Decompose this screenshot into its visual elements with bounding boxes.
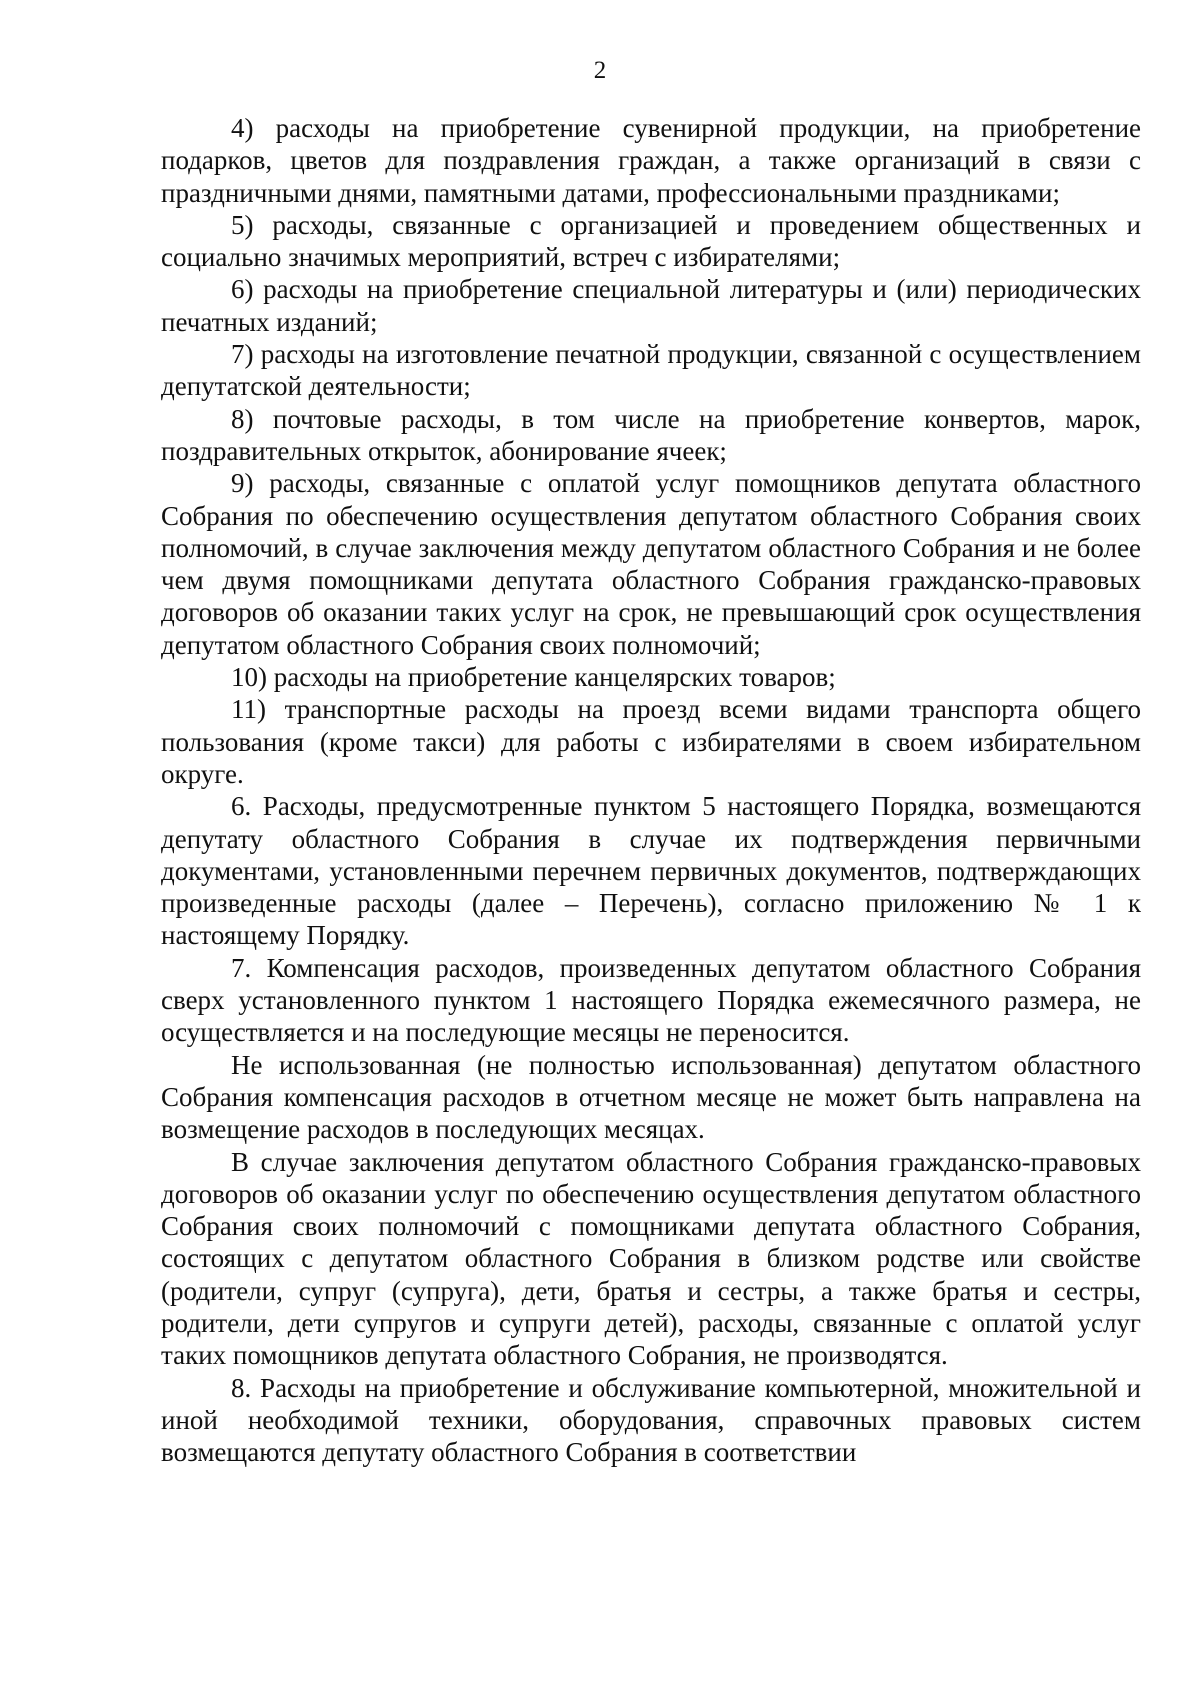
- paragraph-item-8: 8) почтовые расходы, в том числе на приобретение конвертов, марок, поздравительных открыток, абонирование ячеек;: [161, 403, 1141, 466]
- paragraph-section-8: 8. Расходы на приобретение и обслуживание компьютерной, множительной и иной необходимой техники, оборудования, справочных правовых систем возмещаются депутату областного Собрания в соответствии: [161, 1372, 1141, 1468]
- paragraph-item-4: 4) расходы на приобретение сувенирной продукции, на приобретение подарков, цветов для поздравления граждан, а также организаций в связи с праздничными днями, памятными датами, профессиональными праздниками;: [161, 113, 1141, 208]
- paragraph-section-7: 7. Компенсация расходов, произведенных депутатом областного Собрания сверх установленного пунктом 1 настоящего Порядка ежемесячного размера, не осуществляется и на последующие месяцы не переносится.: [161, 952, 1141, 1048]
- paragraph-section-7-unused: Не использованная (не полностью использованная) депутатом областного Собрания компенсация расходов в отчетном месяце не может быть направлена на возмещение расходов в последующих месяцах.: [161, 1049, 1141, 1145]
- paragraph-item-7: 7) расходы на изготовление печатной продукции, связанной с осуществлением депутатской деятельности;: [161, 339, 1141, 402]
- paragraph-item-9: 9) расходы, связанные с оплатой услуг помощников депутата областного Собрания по обеспечению осуществления депутатом областного Собрания своих полномочий, в случае заключения между депутатом областного Собрания и не более чем двумя помощниками депутата областного Собрания гражданско-правовых договоров об оказании таких услуг на срок, не превышающий срок осуществления депутатом областного Собрания своих полномочий;: [161, 468, 1141, 660]
- paragraph-section-6: 6. Расходы, предусмотренные пунктом 5 настоящего Порядка, возмещаются депутату областного Собрания в случае их подтверждения первичными документами, установленными перечнем первичных документов, подтверждающих произведенные расходы (далее – Перечень), согласно приложению № 1 к настоящему Порядку.: [161, 791, 1141, 951]
- paragraph-item-5: 5) расходы, связанные с организацией и проведением общественных и социально значимых мероприятий, встреч с избирателями;: [161, 209, 1141, 273]
- paragraph-item-11: 11) транспортные расходы на проезд всеми видами транспорта общего пользования (кроме такси) для работы с избирателями в своем избирательном округе.: [161, 694, 1141, 789]
- document-body: [161, 112, 1141, 1468]
- paragraph-item-6: 6) расходы на приобретение специальной литературы и (или) периодических печатных изданий;: [161, 274, 1141, 337]
- paragraph-section-7-relatives: В случае заключения депутатом областного Собрания гражданско-правовых договоров об оказании услуг по обеспечению осуществления депутатом областного Собрания своих полномочий с помощниками депутата областного Собрания, состоящих с депутатом областного Собрания в близком родстве или свойстве (родители, супруг (супруга), дети, братья и сестры, а также братья и сестры, родители, дети супругов и супруги детей), расходы, связанные с оплатой услуг таких помощников депутата областного Собрания, не производятся.: [161, 1146, 1141, 1371]
- paragraph-item-10: 10) расходы на приобретение канцелярских товаров;: [231, 662, 836, 693]
- page-number: 2: [593, 57, 607, 84]
